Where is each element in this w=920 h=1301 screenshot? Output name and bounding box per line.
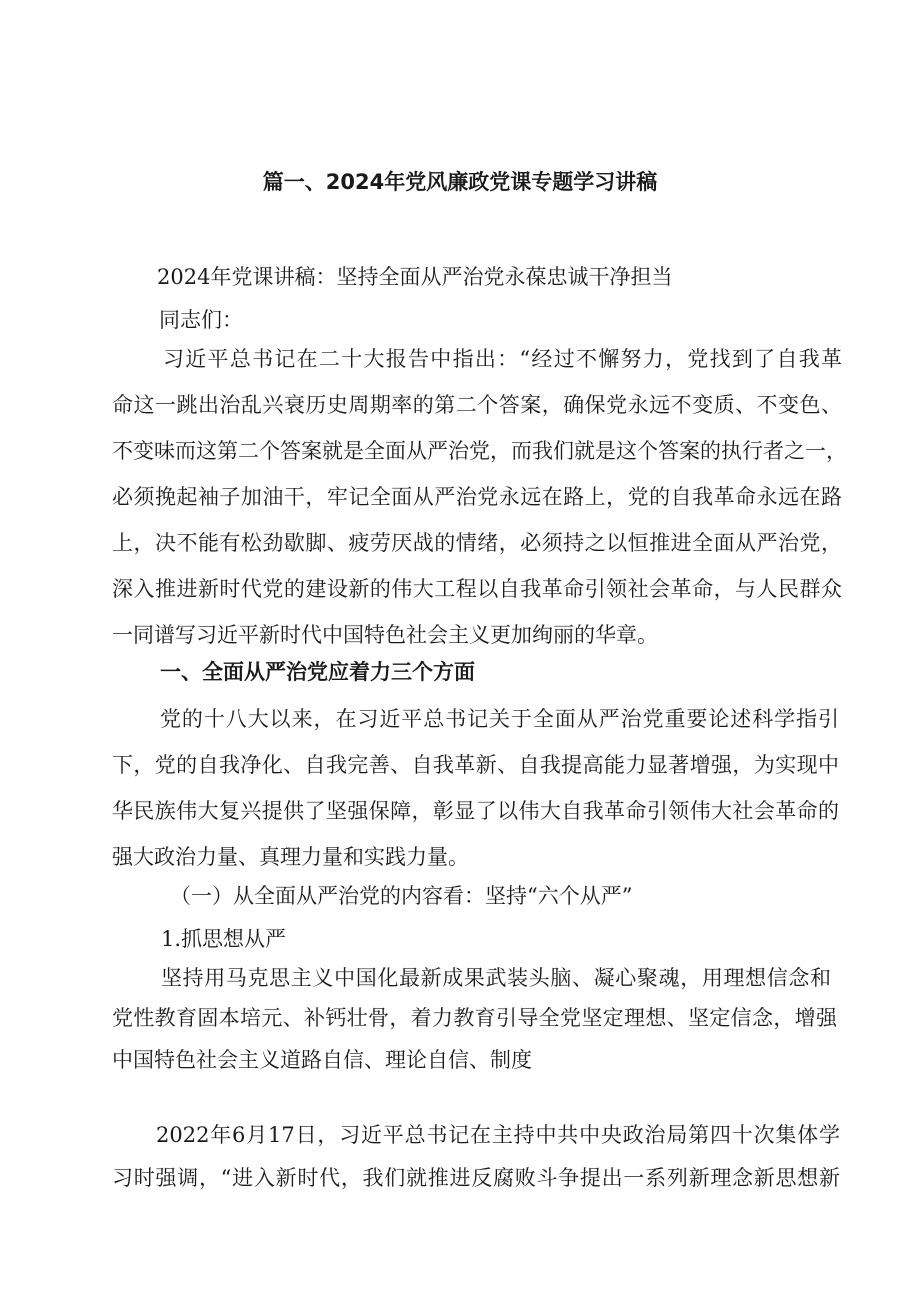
para3-line-2: 党性教育固本培元、补钙壮骨，着力教育引导全党坚定理想、坚定信念，增强 [112, 1006, 837, 1030]
para2-line-2: 下，党的自我净化、自我完善、自我革新、自我提高能力显著增强，为实现中 [112, 753, 839, 777]
para1-line-6: 深入推进新时代党的建设新的伟大工程以自我革命引领社会革命，与人民群众 [112, 577, 842, 601]
para1-line-7: 一同谱写习近平新时代中国特色社会主义更加绚丽的华章。 [112, 623, 658, 647]
para1-line-5: 上，决不能有松劲歇脚、疲劳厌战的情绪，必须持之以恒推进全面从严治党， [112, 531, 842, 555]
para2-line-1: 党的十八大以来，在习近平总书记关于全面从严治党重要论述科学指引 [160, 707, 839, 731]
para3-line-1: 坚持用马克思主义中国化最新成果武装头脑、凝心聚魂，用理想信念和 [161, 966, 831, 990]
para4-line-2: 习时强调，“进入新时代，我们就推进反腐败斗争提出一系列新理念新思想新 [112, 1166, 840, 1190]
document-title: 篇一、2024年党风廉政党课专题学习讲稿 [262, 170, 658, 194]
subtitle: 2024年党课讲稿：坚持全面从严治党永葆忠诚干净担当 [157, 265, 673, 289]
salutation: 同志们： [159, 308, 243, 332]
para2-line-3: 华民族伟大复兴提供了坚强保障，彰显了以伟大自我革命引领伟大社会革命的 [112, 799, 839, 823]
section-heading-1: 一、全面从严治党应着力三个方面 [160, 660, 475, 684]
para1-line-3: 不变味而这第二个答案就是全面从严治党，而我们就是这个答案的执行者之一， [112, 439, 847, 463]
para1-line-1: 习近平总书记在二十大报告中指出：“经过不懈努力，党找到了自我革 [163, 347, 842, 371]
para2-line-4: 强大政治力量、真理力量和实践力量。 [112, 845, 469, 869]
para1-line-2: 命这一跳出治乱兴衰历史周期率的第二个答案，确保党永远不变质、不变色、 [112, 393, 842, 417]
para3-line-3: 中国特色社会主义道路自信、理论自信、制度 [112, 1048, 532, 1072]
item-1-heading: 1.抓思想从严 [161, 927, 287, 951]
para4-line-1: 2022年6月17日，习近平总书记在主持中共中央政治局第四十次集体学 [156, 1123, 840, 1147]
subheading-1: （一）从全面从严治党的内容看：坚持“六个从严” [170, 884, 633, 908]
para1-line-4: 必须挽起袖子加油干，牢记全面从严治党永远在路上，党的自我革命永远在路 [112, 485, 842, 509]
